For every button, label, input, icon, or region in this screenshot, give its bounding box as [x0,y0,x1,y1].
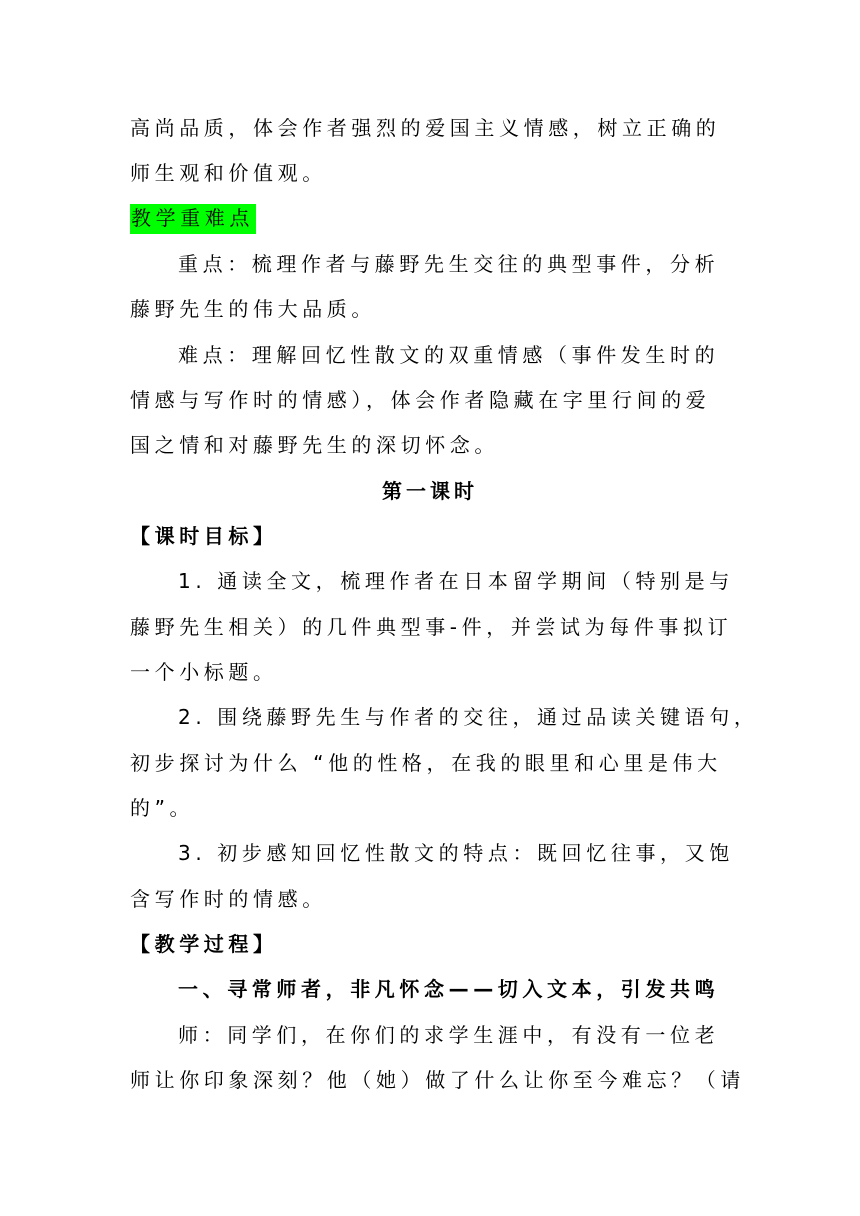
paragraph-line: 含写作时的情感。 [130,887,327,911]
paragraph-line: 国之情和对藤野先生的深切怀念。 [130,433,499,457]
objective-item: 2. 围绕藤野先生与作者的交往，通过品读关键语句， [178,705,759,729]
paragraph-line: 的”。 [130,796,195,820]
paragraph-line: 重点：梳理作者与藤野先生交往的典型事件，分析 [178,252,720,276]
section-heading-objectives: 【课时目标】 [130,524,278,548]
paragraph-line: 高尚品质，体会作者强烈的爱国主义情感，树立正确的 [130,116,721,140]
paragraph-line: 藤野先生的伟大品质。 [130,297,376,321]
paragraph-line: 一个小标题。 [130,660,278,684]
paragraph-line: 藤野先生相关）的几件典型事-件，并尝试为每件事拟订 [130,615,733,639]
paragraph-line: 难点：理解回忆性散文的双重情感（事件发生时的 [178,343,720,367]
paragraph-line: 师：同学们，在你们的求学生涯中，有没有一位老 [178,1023,720,1047]
section-heading-process: 【教学过程】 [130,932,278,956]
paragraph-line: 初步探讨为什么 “他的性格，在我的眼里和心里是伟大 [130,751,722,775]
subsection-heading: 一、寻常师者，非凡怀念——切入文本，引发共鸣 [178,977,720,1001]
paragraph-line: 情感与写作时的情感），体会作者隐藏在字里行间的爱 [130,388,711,412]
highlighted-heading: 教学重难点 [130,204,256,234]
paragraph-line: 师让你印象深刻？他（她）做了什么让你至今难忘？（请 [130,1068,745,1092]
objective-item: 1. 通读全文，梳理作者在日本留学期间（特别是与 [178,569,734,593]
lesson-title: 第一课时 [382,479,478,503]
section-heading-key-points [130,206,256,230]
objective-item: 3. 初步感知回忆性散文的特点：既回忆往事，又饱 [178,841,734,865]
paragraph-line: 师生观和价值观。 [130,161,327,185]
